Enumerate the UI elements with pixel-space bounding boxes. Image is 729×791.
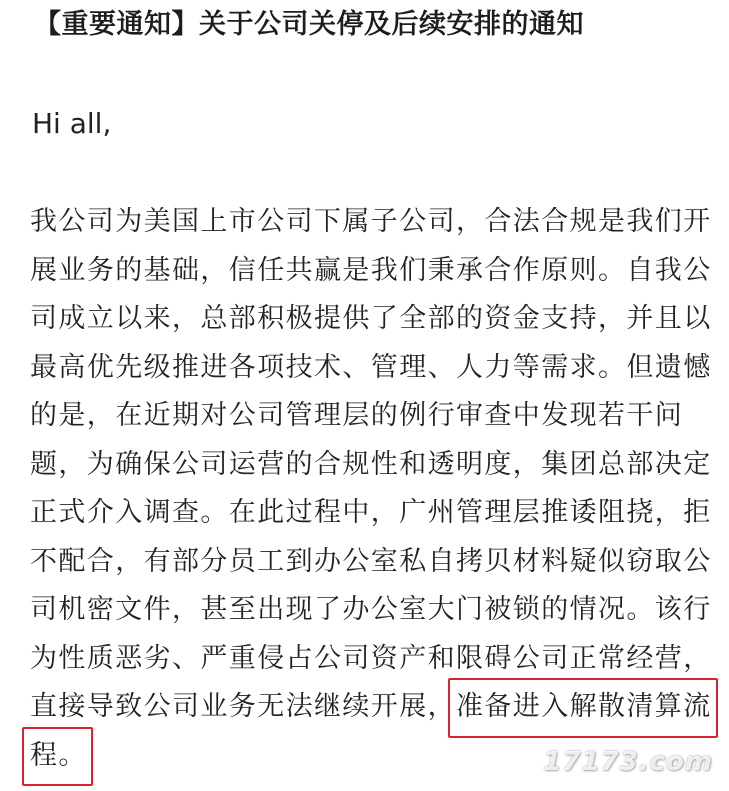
body-line: 题，为确保公司运营的合规性和透明度，集团总部决定 <box>30 448 712 480</box>
notice-title: 【重要通知】关于公司关停及后续安排的通知 <box>34 9 584 40</box>
body-line: 为性质恶劣、严重侵占公司资产和限碍公司正常经营， <box>30 642 712 674</box>
greeting: Hi all, <box>32 107 112 140</box>
body-line: 最高优先级推进各项技术、管理、人力等需求。但遗憾 <box>30 351 712 383</box>
body-line-highlighted <box>30 683 720 732</box>
body-line: 司机密文件，甚至出现了办公室大门被锁的情况。该行 <box>30 594 712 625</box>
body-line: 正式介入调查。在此过程中，广州管理层推诿阻挠，拒 <box>30 497 712 528</box>
body-line: 展业务的基础，信任共赢是我们秉承合作原则。自我公 <box>30 254 712 286</box>
body-line: 司成立以来，总部积极提供了全部的资金支持，并且以 <box>30 303 712 334</box>
body-line: 不配合，有部分员工到办公室私自拷贝材料疑似窃取公 <box>30 545 712 577</box>
body-line: 我公司为美国上市公司下属子公司，合法合规是我们开 <box>30 206 712 237</box>
body-line-text: 直接导致公司业务无法继续开展， <box>30 691 456 722</box>
notice-body <box>30 198 720 780</box>
highlight-box-dissolution: 准备进入解散清算流 <box>456 683 712 732</box>
body-line: 的是，在近期对公司管理层的例行审查中发现若干问 <box>30 400 684 431</box>
highlight-box-end: 程。 <box>30 732 87 781</box>
site-watermark: 17173.com <box>543 747 713 777</box>
